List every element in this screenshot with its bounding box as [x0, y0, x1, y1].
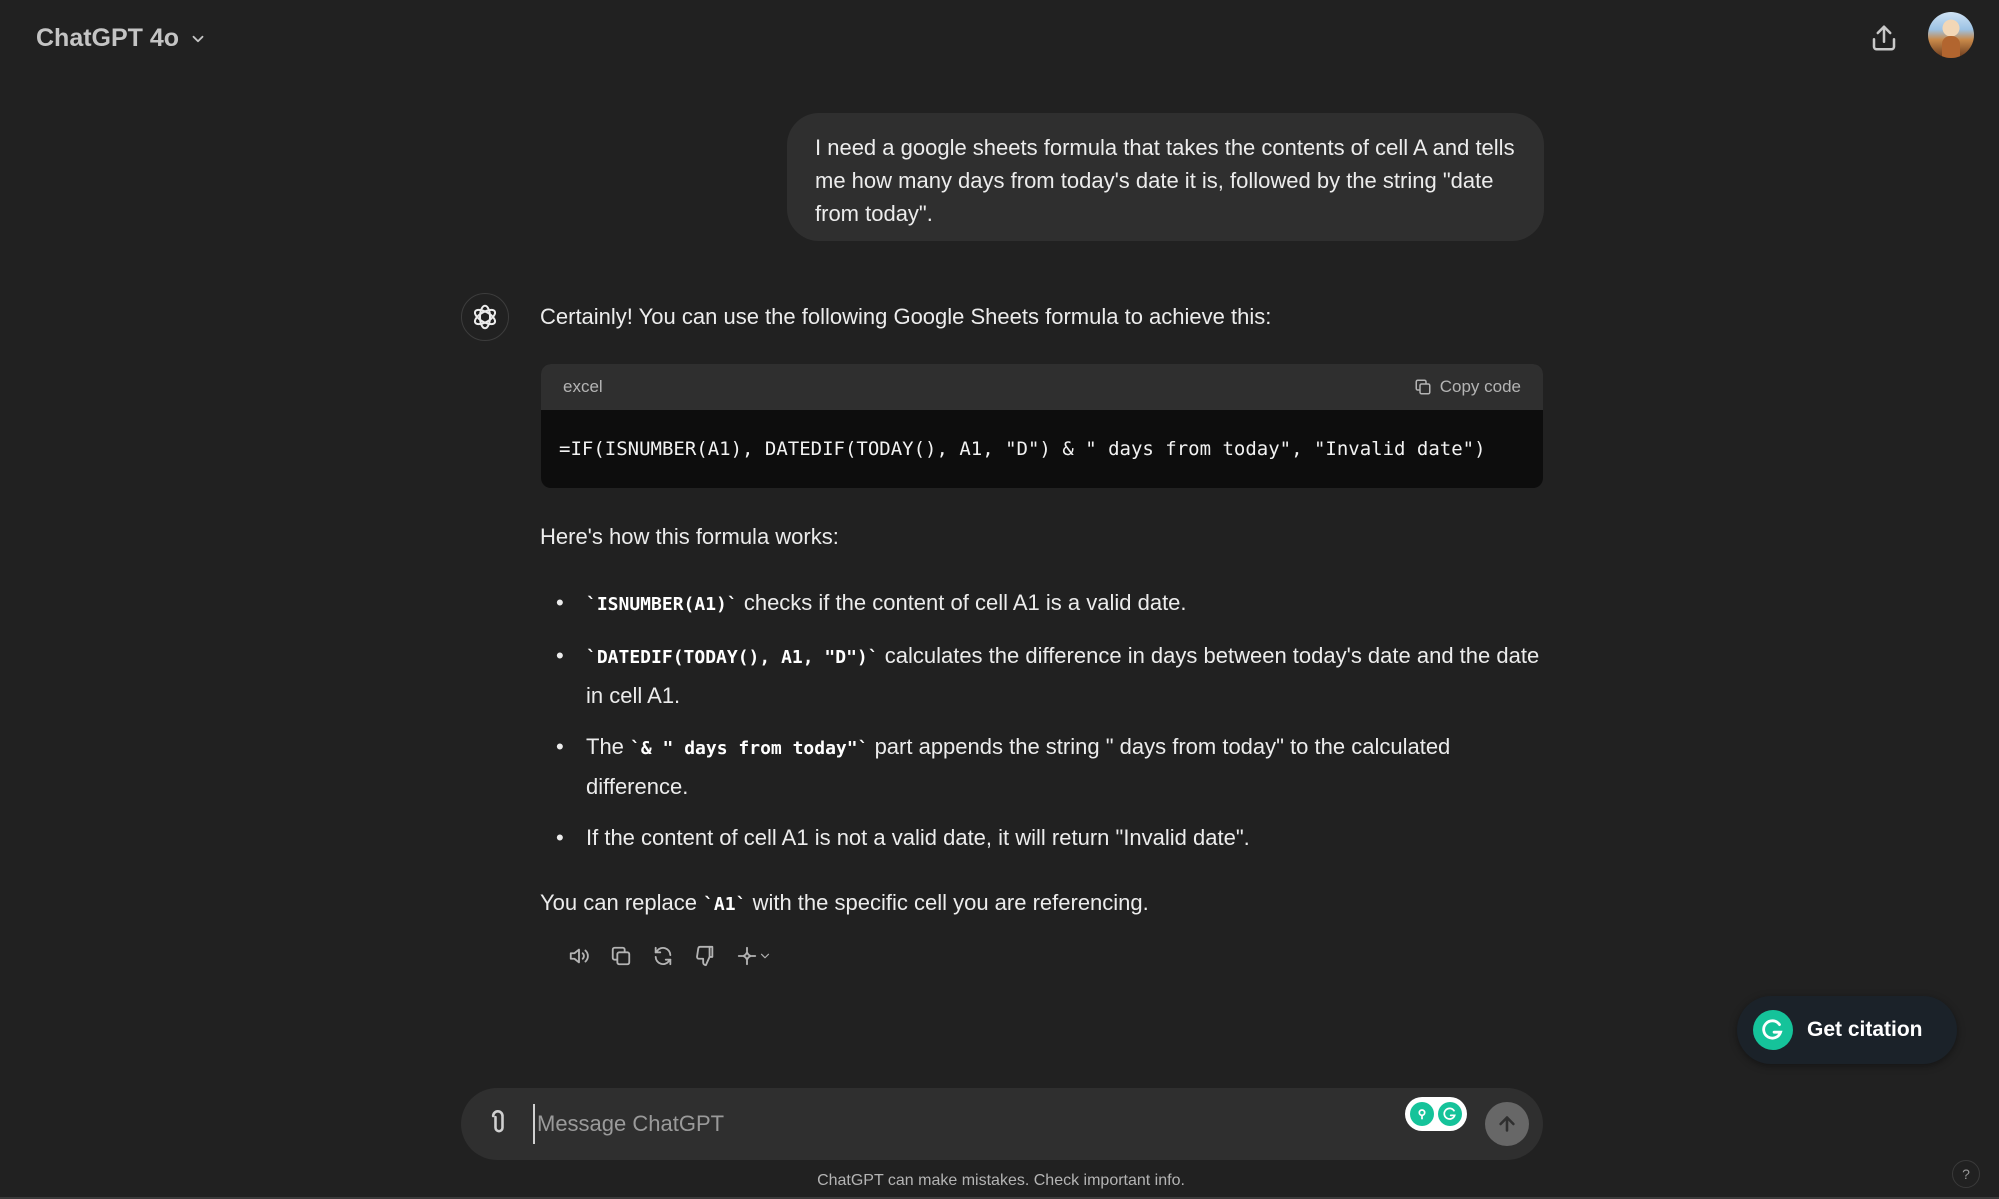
list-item-text: calculates the difference in days between today's date and the date in cell A1.	[586, 643, 1540, 708]
inline-code: `A1`	[703, 894, 747, 915]
paperclip-icon	[485, 1108, 513, 1138]
read-aloud-icon	[568, 945, 590, 967]
grammarly-icon	[1438, 1102, 1462, 1126]
code-language: excel	[563, 377, 603, 396]
code-block	[541, 364, 1543, 488]
sparkle-icon	[736, 945, 758, 967]
thumbs-down-icon	[694, 945, 716, 967]
disclaimer: ChatGPT can make mistakes. Check important info.	[817, 1172, 1185, 1189]
message-actions	[566, 940, 774, 972]
copy-icon	[1414, 378, 1432, 396]
openai-logo-icon	[470, 302, 500, 332]
chevron-down-icon	[758, 949, 772, 963]
share-button[interactable]	[1866, 20, 1902, 56]
inline-code: `DATEDIF(TODAY(), A1, "D")`	[586, 647, 879, 668]
message-composer	[461, 1088, 1543, 1160]
list-item-text: part appends the string " days from today" to the calculated difference.	[586, 734, 1451, 799]
list-item-prefix: The	[586, 734, 631, 759]
explanation-heading: Here's how this formula works:	[540, 524, 839, 549]
user-message: I need a google sheets formula that takes the contents of cell A and tells me how many days from today's date it is, followed by the string "date from today".	[787, 113, 1544, 241]
inline-code: `& " days from today"`	[630, 738, 869, 759]
chevron-down-icon	[189, 30, 207, 48]
list-item-text: If the content of cell A1 is not a valid date, it will return "Invalid date".	[586, 825, 1250, 850]
read-aloud-button[interactable]	[566, 940, 592, 972]
assistant-avatar	[461, 293, 509, 341]
code-header	[541, 364, 1543, 410]
copy-message-button[interactable]	[608, 940, 634, 972]
attach-button[interactable]	[485, 1108, 515, 1140]
model-label: ChatGPT 4o	[36, 24, 180, 52]
grammarly-icon	[1753, 1010, 1793, 1050]
list-item	[540, 819, 1550, 857]
share-icon	[1869, 23, 1899, 53]
list-item	[540, 637, 1550, 715]
assistant-intro: Certainly! You can use the following Google Sheets formula to achieve this:	[540, 304, 1272, 329]
code-content: =IF(ISNUMBER(A1), DATEDIF(TODAY(), A1, "D") & " days from today", "Invalid date")	[559, 438, 1486, 460]
grammarly-suggestion-icon	[1410, 1102, 1434, 1126]
send-button[interactable]	[1485, 1102, 1529, 1146]
help-button[interactable]: ?	[1952, 1160, 1980, 1188]
model-options-button[interactable]	[734, 940, 774, 972]
model-switcher[interactable]	[36, 24, 207, 53]
list-item	[540, 728, 1550, 806]
outro-prefix: You can replace	[540, 890, 704, 915]
arrow-up-icon	[1496, 1113, 1518, 1135]
list-item	[540, 584, 1550, 624]
assistant-outro	[540, 886, 1550, 921]
copy-icon	[610, 945, 632, 967]
regenerate-icon	[652, 945, 674, 967]
grammarly-widget[interactable]	[1405, 1097, 1467, 1131]
get-citation-button[interactable]	[1737, 996, 1957, 1064]
copy-code-button[interactable]	[1414, 377, 1521, 397]
thumbs-down-button[interactable]	[692, 940, 718, 972]
inline-code: `ISNUMBER(A1)`	[586, 594, 738, 615]
list-item-text: checks if the content of cell A1 is a valid date.	[737, 590, 1187, 615]
regenerate-button[interactable]	[650, 940, 676, 972]
outro-suffix: with the specific cell you are referencing.	[746, 890, 1149, 915]
explanation-list	[540, 584, 1550, 870]
copy-code-label: Copy code	[1439, 377, 1521, 396]
avatar[interactable]	[1928, 12, 1974, 58]
message-input[interactable]	[533, 1104, 1333, 1144]
get-citation-label: Get citation	[1807, 1018, 1923, 1041]
